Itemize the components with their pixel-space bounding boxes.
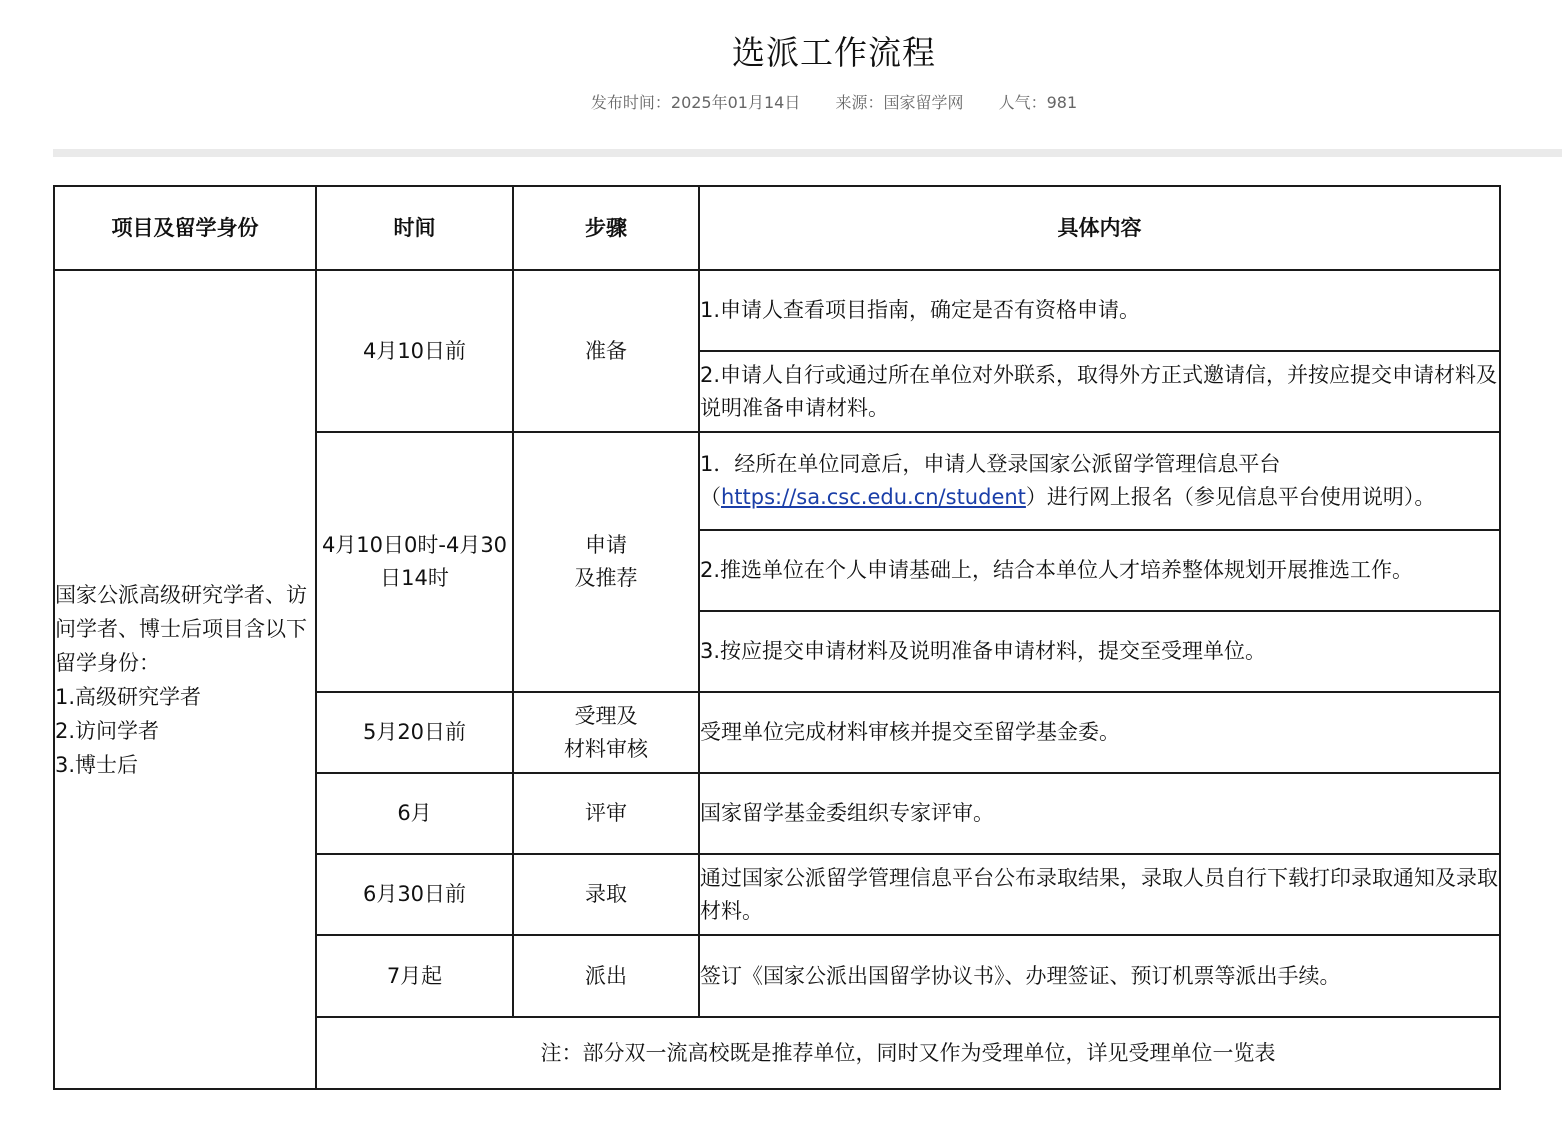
- workflow-table: [53, 185, 1501, 1090]
- note-cell: 注：部分双一流高校既是推荐单位，同时又作为受理单位，详见受理单位一览表: [316, 1017, 1500, 1089]
- header-content: 具体内容: [699, 186, 1500, 270]
- table-row: [54, 270, 1500, 351]
- header-divider: [53, 149, 1562, 157]
- detail-cell: 2.推选单位在个人申请基础上，结合本单位人才培养整体规划开展推选工作。: [699, 530, 1500, 611]
- step-cell: 准备: [513, 270, 699, 432]
- views-label: 人气：: [998, 93, 1047, 112]
- time-cell: 7月起: [316, 935, 513, 1017]
- time-cell: 4月10日0时-4月30日14时: [316, 432, 513, 692]
- header-step: 步骤: [513, 186, 699, 270]
- time-cell: 6月: [316, 773, 513, 854]
- publish-date: 2025年01月14日: [670, 93, 801, 112]
- source-info: [835, 93, 963, 112]
- views-count: 981: [1046, 93, 1078, 112]
- step-cell: 受理及 材料审核: [513, 692, 699, 773]
- detail-cell: 1.申请人查看项目指南，确定是否有资格申请。: [699, 270, 1500, 351]
- detail-cell: [699, 432, 1500, 530]
- detail-cell: 通过国家公派留学管理信息平台公布录取结果，录取人员自行下载打印录取通知及录取材料。: [699, 854, 1500, 935]
- project-cell: 国家公派高级研究学者、访问学者、博士后项目含以下留学身份： 1.高级研究学者 2.访问学者 3.博士后: [54, 270, 316, 1089]
- step-cell: 派出: [513, 935, 699, 1017]
- table-header-row: [54, 186, 1500, 270]
- detail-cell: 受理单位完成材料审核并提交至留学基金委。: [699, 692, 1500, 773]
- views-info: [999, 93, 1078, 112]
- header-project: 项目及留学身份: [54, 186, 316, 270]
- time-cell: 5月20日前: [316, 692, 513, 773]
- article-meta: [0, 92, 1562, 114]
- detail-cell: 签订《国家公派出国留学协议书》、办理签证、预订机票等派出手续。: [699, 935, 1500, 1017]
- platform-link[interactable]: https://sa.csc.edu.cn/student: [721, 485, 1026, 509]
- step-cell: 申请 及推荐: [513, 432, 699, 692]
- detail-cell: 国家留学基金委组织专家评审。: [699, 773, 1500, 854]
- header-time: 时间: [316, 186, 513, 270]
- step-cell: 评审: [513, 773, 699, 854]
- page-title: 选派工作流程: [732, 33, 936, 72]
- publish-label: 发布时间：: [590, 93, 671, 112]
- detail-cell: 3.按应提交申请材料及说明准备申请材料，提交至受理单位。: [699, 611, 1500, 692]
- step-cell: 录取: [513, 854, 699, 935]
- detail-text: 1．经所在单位同意后，申请人登录国家公派留学管理信息平台（: [700, 452, 1281, 509]
- time-cell: 6月30日前: [316, 854, 513, 935]
- source-label: 来源：: [835, 93, 884, 112]
- publish-info: [591, 93, 800, 112]
- detail-cell: 2.申请人自行或通过所在单位对外联系，取得外方正式邀请信，并按应提交申请材料及说明准备申请材料。: [699, 351, 1500, 432]
- detail-text: ）进行网上报名（参见信息平台使用说明）。: [1025, 485, 1436, 509]
- time-cell: 4月10日前: [316, 270, 513, 432]
- source-name: 国家留学网: [883, 93, 964, 112]
